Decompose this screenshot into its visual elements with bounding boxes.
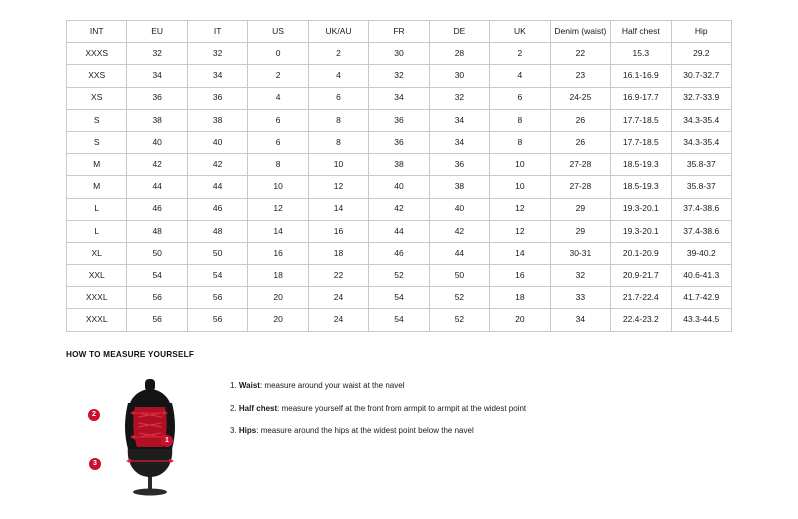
mannequin-illustration — [88, 373, 208, 498]
table-cell: 27-28 — [550, 154, 610, 176]
table-cell: 52 — [429, 287, 489, 309]
table-cell: 34.3-35.4 — [671, 131, 731, 153]
table-row — [67, 287, 732, 309]
size-table-container — [66, 20, 732, 332]
table-cell: XXS — [67, 65, 127, 87]
table-header-cell: UK/AU — [308, 21, 368, 43]
table-cell: 48 — [127, 220, 187, 242]
table-cell: 54 — [187, 265, 247, 287]
table-cell: M — [67, 176, 127, 198]
table-cell: 26 — [550, 131, 610, 153]
table-cell: 52 — [369, 265, 429, 287]
table-cell: 27-28 — [550, 176, 610, 198]
table-cell: 8 — [490, 109, 550, 131]
table-cell: XS — [67, 87, 127, 109]
table-row — [67, 43, 732, 65]
table-row — [67, 65, 732, 87]
table-cell: 50 — [187, 242, 247, 264]
table-cell: 18.5-19.3 — [611, 176, 671, 198]
mannequin-figure — [88, 373, 208, 498]
table-cell: 35.8-37 — [671, 176, 731, 198]
measure-bullet-2: 2 — [88, 409, 100, 421]
table-cell: 34 — [187, 65, 247, 87]
measure-notes-list — [230, 373, 526, 449]
table-cell: 20.1-20.9 — [611, 242, 671, 264]
table-cell: 42 — [127, 154, 187, 176]
measure-note-term: Half chest — [238, 403, 278, 413]
table-cell: 54 — [369, 309, 429, 331]
table-cell: 39-40.2 — [671, 242, 731, 264]
table-header-cell: INT — [67, 21, 127, 43]
table-cell: 32 — [127, 43, 187, 65]
table-cell: 44 — [187, 176, 247, 198]
table-cell: 54 — [127, 265, 187, 287]
table-cell: 40 — [127, 131, 187, 153]
table-cell: 33 — [550, 287, 610, 309]
table-cell: 34 — [550, 309, 610, 331]
table-cell: 38 — [429, 176, 489, 198]
table-cell: 6 — [490, 87, 550, 109]
table-cell: 2 — [308, 43, 368, 65]
table-cell: L — [67, 220, 127, 242]
table-cell: 19.3-20.1 — [611, 220, 671, 242]
table-cell: 43.3-44.5 — [671, 309, 731, 331]
table-cell: 14 — [490, 242, 550, 264]
table-cell: 4 — [490, 65, 550, 87]
table-cell: 21.7-22.4 — [611, 287, 671, 309]
table-cell: 56 — [127, 309, 187, 331]
table-cell: 17.7-18.5 — [611, 109, 671, 131]
table-header-row — [67, 21, 732, 43]
table-cell: 12 — [490, 198, 550, 220]
table-cell: 10 — [490, 176, 550, 198]
table-cell: 4 — [308, 65, 368, 87]
table-cell: 2 — [248, 65, 308, 87]
table-cell: 54 — [369, 287, 429, 309]
table-cell: 6 — [248, 131, 308, 153]
table-cell: 20 — [490, 309, 550, 331]
table-cell: 16.9-17.7 — [611, 87, 671, 109]
table-cell: 24 — [308, 287, 368, 309]
table-cell: 22 — [308, 265, 368, 287]
table-row — [67, 154, 732, 176]
table-cell: 32 — [429, 87, 489, 109]
table-cell: 20 — [248, 309, 308, 331]
measure-note — [230, 426, 526, 436]
measure-note — [230, 404, 526, 414]
table-cell: 16 — [490, 265, 550, 287]
table-cell: 36 — [369, 109, 429, 131]
table-row — [67, 265, 732, 287]
table-cell: 23 — [550, 65, 610, 87]
table-cell: 18 — [490, 287, 550, 309]
table-cell: 41.7-42.9 — [671, 287, 731, 309]
table-cell: 18 — [308, 242, 368, 264]
table-cell: 34.3-35.4 — [671, 109, 731, 131]
table-cell: 8 — [248, 154, 308, 176]
table-cell: 36 — [187, 87, 247, 109]
table-row — [67, 198, 732, 220]
table-cell: 8 — [308, 109, 368, 131]
table-cell: 12 — [490, 220, 550, 242]
table-cell: 12 — [248, 198, 308, 220]
table-cell: 38 — [127, 109, 187, 131]
table-cell: 20.9-21.7 — [611, 265, 671, 287]
table-cell: 34 — [429, 131, 489, 153]
table-cell: S — [67, 109, 127, 131]
table-cell: 29 — [550, 198, 610, 220]
table-cell: 6 — [308, 87, 368, 109]
table-cell: L — [67, 198, 127, 220]
table-cell: 0 — [248, 43, 308, 65]
measure-note-text: : measure around your waist at the navel — [259, 381, 405, 390]
table-cell: 6 — [248, 109, 308, 131]
table-cell: 40 — [429, 198, 489, 220]
measure-note-text: : measure around the hips at the widest point below the navel — [256, 426, 474, 436]
table-cell: 35.8-37 — [671, 154, 731, 176]
table-cell: 40 — [187, 131, 247, 153]
table-cell: 50 — [429, 265, 489, 287]
table-cell: 24-25 — [550, 87, 610, 109]
table-cell: 18 — [248, 265, 308, 287]
table-cell: XXXL — [67, 287, 127, 309]
table-row — [67, 131, 732, 153]
table-row — [67, 242, 732, 264]
table-cell: 28 — [429, 43, 489, 65]
table-cell: 10 — [248, 176, 308, 198]
table-cell: 8 — [308, 131, 368, 153]
table-cell: 29.2 — [671, 43, 731, 65]
measure-note-number: 1. — [230, 381, 239, 390]
measure-note-term: Hips — [238, 426, 257, 436]
table-cell: XL — [67, 242, 127, 264]
table-header-cell: EU — [127, 21, 187, 43]
table-cell: 30-31 — [550, 242, 610, 264]
table-header-cell: DE — [429, 21, 489, 43]
table-cell: 37.4-38.6 — [671, 198, 731, 220]
table-cell: 46 — [187, 198, 247, 220]
table-cell: 37.4-38.6 — [671, 220, 731, 242]
table-cell: 16 — [248, 242, 308, 264]
measure-note-number: 2. — [230, 403, 239, 413]
table-cell: XXXS — [67, 43, 127, 65]
table-header-cell: IT — [187, 21, 247, 43]
size-conversion-table — [66, 20, 732, 332]
table-cell: 56 — [187, 309, 247, 331]
table-cell: 17.7-18.5 — [611, 131, 671, 153]
table-cell: 34 — [429, 109, 489, 131]
table-cell: 50 — [127, 242, 187, 264]
table-cell: XXXL — [67, 309, 127, 331]
table-cell: 36 — [429, 154, 489, 176]
table-cell: 20 — [248, 287, 308, 309]
measure-note-text: : measure yourself at the front from armpit to armpit at the widest point — [277, 403, 527, 413]
table-cell: 32 — [187, 43, 247, 65]
table-cell: 14 — [308, 198, 368, 220]
table-cell: 44 — [429, 242, 489, 264]
table-row — [67, 309, 732, 331]
table-cell: 40 — [369, 176, 429, 198]
table-cell: 32.7-33.9 — [671, 87, 731, 109]
table-cell: 46 — [369, 242, 429, 264]
table-cell: 30 — [429, 65, 489, 87]
table-cell: 38 — [369, 154, 429, 176]
table-cell: 38 — [187, 109, 247, 131]
table-cell: 44 — [369, 220, 429, 242]
table-cell: 14 — [248, 220, 308, 242]
table-body — [67, 43, 732, 331]
table-row — [67, 220, 732, 242]
table-cell: 56 — [127, 287, 187, 309]
table-cell: 16.1-16.9 — [611, 65, 671, 87]
table-cell: 10 — [490, 154, 550, 176]
table-header-cell: Hip — [671, 21, 731, 43]
table-cell: 12 — [308, 176, 368, 198]
table-header-cell: FR — [369, 21, 429, 43]
table-cell: 42 — [369, 198, 429, 220]
table-cell: 40.6-41.3 — [671, 265, 731, 287]
table-row — [67, 176, 732, 198]
table-cell: 32 — [369, 65, 429, 87]
table-cell: 15.3 — [611, 43, 671, 65]
table-cell: 48 — [187, 220, 247, 242]
measure-note-term: Waist — [238, 381, 260, 390]
table-cell: 8 — [490, 131, 550, 153]
table-cell: 34 — [369, 87, 429, 109]
table-cell: 2 — [490, 43, 550, 65]
table-header-cell: UK — [490, 21, 550, 43]
table-cell: 4 — [248, 87, 308, 109]
table-cell: 32 — [550, 265, 610, 287]
table-cell: 42 — [429, 220, 489, 242]
table-cell: 29 — [550, 220, 610, 242]
table-row — [67, 87, 732, 109]
table-cell: S — [67, 131, 127, 153]
table-cell: 22.4-23.2 — [611, 309, 671, 331]
table-cell: 44 — [127, 176, 187, 198]
measure-bullet-3: 3 — [89, 458, 101, 470]
table-cell: 42 — [187, 154, 247, 176]
measure-bullet-1: 1 — [161, 435, 173, 447]
table-cell: 19.3-20.1 — [611, 198, 671, 220]
table-cell: XXL — [67, 265, 127, 287]
table-header-cell: US — [248, 21, 308, 43]
table-cell: 30.7-32.7 — [671, 65, 731, 87]
table-cell: 34 — [127, 65, 187, 87]
table-cell: 22 — [550, 43, 610, 65]
how-to-measure-body — [66, 373, 746, 498]
how-to-measure-title: HOW TO MEASURE YOURSELF — [66, 350, 195, 359]
table-cell: 30 — [369, 43, 429, 65]
table-header-cell: Denim (waist) — [550, 21, 610, 43]
table-cell: 52 — [429, 309, 489, 331]
table-cell: 18.5-19.3 — [611, 154, 671, 176]
table-cell: 26 — [550, 109, 610, 131]
table-cell: 10 — [308, 154, 368, 176]
how-to-measure-section — [66, 350, 746, 498]
measure-note-number: 3. — [230, 426, 239, 436]
table-header — [67, 21, 732, 43]
table-cell: 36 — [127, 87, 187, 109]
measure-note — [230, 381, 526, 391]
table-cell: 16 — [308, 220, 368, 242]
table-cell: M — [67, 154, 127, 176]
table-header-cell: Half chest — [611, 21, 671, 43]
table-cell: 46 — [127, 198, 187, 220]
table-cell: 56 — [187, 287, 247, 309]
table-cell: 24 — [308, 309, 368, 331]
table-cell: 36 — [369, 131, 429, 153]
table-row — [67, 109, 732, 131]
